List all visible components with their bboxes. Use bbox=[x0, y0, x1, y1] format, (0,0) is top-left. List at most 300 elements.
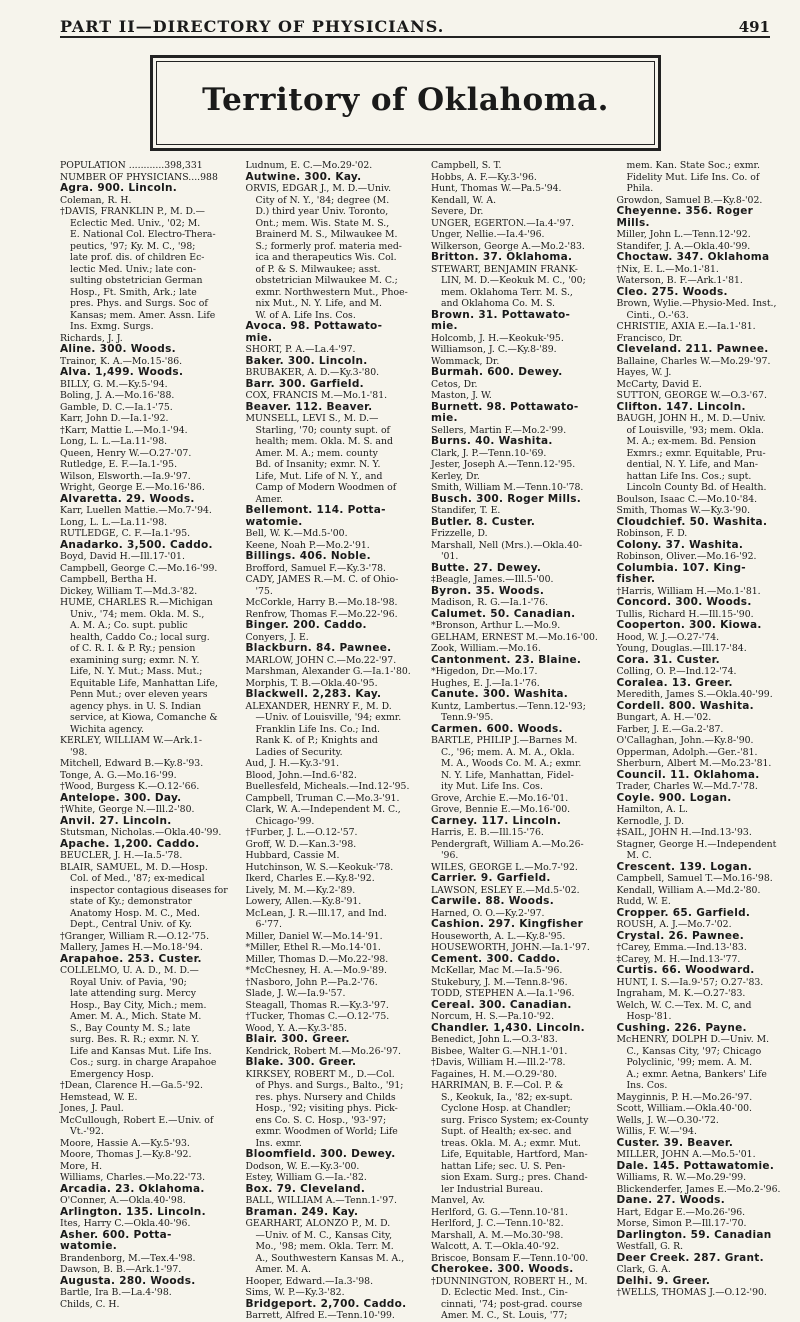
physician-entry: Kendall, W. A. bbox=[431, 194, 497, 206]
physician-entry: Standifer, T. E. bbox=[431, 505, 501, 516]
physician-entry: KERLEY, WILLIAM W.—Ark.1- bbox=[60, 735, 202, 746]
physician-entry: Williamson, J. C.—Ky.8-'89. bbox=[431, 344, 557, 355]
physician-entry: STEWART, BENJAMIN FRANK- bbox=[431, 263, 578, 275]
entry-continuation: mem. Kan. State Soc.; exmr. bbox=[626, 160, 760, 171]
physician-entry: CHRISTIE, AXIA E.—Ia.1-'81. bbox=[616, 321, 756, 332]
physician-entry: Childs, C. H. bbox=[60, 1298, 120, 1310]
physician-entry: BEUCLER, J. H.—Ia.5-'78. bbox=[60, 850, 183, 861]
entry-continuation: M. A., Woods Co. M. A.; exmr. bbox=[441, 758, 582, 769]
physician-entry: Stutsman, Nicholas.—Okla.40-'99. bbox=[60, 827, 222, 838]
physician-entry: Westfall, G. R. bbox=[616, 1241, 684, 1252]
physician-entry: *Miller, Ethel R.—Mo.14-'01. bbox=[245, 942, 381, 953]
physician-entry: Kernodle, J. D. bbox=[616, 815, 685, 827]
place-heading: Arlington. 135. Lincoln. bbox=[60, 1205, 206, 1218]
entry-continuation: Univ., '74; mem. Okla. M. S., bbox=[70, 608, 205, 620]
place-heading: Burnett. 98. Pottawato- bbox=[431, 400, 579, 413]
entry-continuation: mem. Oklahoma Terr. M. S., bbox=[441, 286, 573, 298]
entry-continuation: S., Bay County M. S.; late bbox=[70, 1022, 191, 1034]
directory-column-4 bbox=[617, 160, 791, 1322]
physician-entry: †Tucker, Thomas C.—O.12-'75. bbox=[245, 1011, 390, 1022]
place-heading: Beaver. 112. Beaver. bbox=[245, 400, 373, 413]
physician-entry: UNGER, EGERTON.—Ia.4-'97. bbox=[431, 217, 575, 229]
physician-entry: Hayes, W. J. bbox=[616, 367, 672, 378]
physician-entry: Dickey, William T.—Md.3-'82. bbox=[60, 585, 198, 597]
physician-entry: Miller, Daniel W.—Mo.14-'91. bbox=[245, 930, 383, 942]
physician-entry: †Harris, William H.—Mo.1-'81. bbox=[616, 585, 761, 597]
physician-entry: Fagaines, H. M.—O.29-'80. bbox=[431, 1068, 558, 1080]
physician-entry: Sims, W. P.—Ky.3-'82. bbox=[245, 1287, 345, 1298]
physician-entry: COX, FRANCIS M.—Mo.1-'81. bbox=[245, 390, 388, 401]
physician-entry: HUME, CHARLES R.—Michigan bbox=[60, 597, 213, 608]
physician-entry: Moore, Thomas J.—Ky.8-'92. bbox=[60, 1149, 192, 1160]
physician-entry: Hart, Edgar E.—Mo.26-'96. bbox=[616, 1206, 746, 1218]
physician-entry: Estey, William G.—Ia.-'82. bbox=[245, 1172, 367, 1183]
entry-continuation: peutics, '97; Ky. M. C., '98; bbox=[70, 240, 196, 252]
physician-entry: Gamble, D. C.—Ia.1-'75. bbox=[60, 401, 173, 413]
entry-continuation: A., Southwestern Kansas M. A., bbox=[255, 1252, 405, 1264]
physician-entry: †Karr, Mattie L.—Mo.1-'94. bbox=[60, 424, 188, 436]
place-heading: Crystal. 26. Pawnee. bbox=[616, 929, 744, 942]
physician-entry: Karr, John D.—Ia.1-'92. bbox=[60, 413, 169, 424]
physician-entry: Tonge, A. G.—Mo.16-'99. bbox=[60, 769, 177, 781]
entry-continuation: surg. Frisco System; ex-County bbox=[441, 1114, 589, 1126]
physician-entry: Sellers, Martin F.—Mo.2-'99. bbox=[431, 424, 567, 436]
place-heading: watomie. bbox=[245, 515, 303, 528]
physician-entry: McHENRY, DOLPH D.—Univ. M. bbox=[616, 1034, 770, 1045]
physician-entry: †Granger, William R.—O.12-'75. bbox=[60, 930, 210, 942]
place-heading: Cushing. 226. Payne. bbox=[616, 1021, 747, 1034]
entry-continuation: Exmrs.; exmr. Equitable, Pru- bbox=[626, 447, 766, 459]
physician-entry: Hutchinson, W. S.—Keokuk-'78. bbox=[245, 861, 394, 873]
physician-entry: HARRIMAN, B. F.—Col. P. & bbox=[431, 1080, 564, 1091]
place-heading: Anadarko. 3,500. Caddo. bbox=[60, 538, 213, 551]
place-heading: Blackwell. 2,283. Kay. bbox=[245, 688, 382, 700]
physician-entry: Marshman, Alexander G.—Ia.1-'80. bbox=[245, 666, 411, 677]
entry-continuation: Life, N. Y. Mut.; Mass. Mut.; bbox=[70, 666, 203, 677]
physician-entry: Zook, William.—Mo.16. bbox=[431, 643, 541, 654]
physician-entry: Grove, Archie E.—Mo.16-'01. bbox=[431, 792, 569, 804]
place-heading: Autwine. 300. Kay. bbox=[245, 170, 362, 183]
place-heading: Council. 11. Oklahoma. bbox=[616, 768, 760, 781]
entry-continuation: C., Kansas City, '97; Chicago bbox=[626, 1045, 762, 1057]
place-heading: Box. 79. Cleveland. bbox=[245, 1182, 366, 1195]
physician-entry: Maston, J. W. bbox=[431, 390, 492, 401]
entry-continuation: Cinti., O.-'63. bbox=[626, 309, 689, 321]
physician-entry: RUTLEDGE, C. F.—Ia.1-'95. bbox=[60, 528, 191, 539]
place-heading: Burmah. 600. Dewey. bbox=[431, 366, 563, 378]
place-heading: Dale. 145. Pottawatomie. bbox=[616, 1159, 775, 1172]
physician-entry: Lowery, Allen.—Ky.8-'91. bbox=[245, 896, 362, 907]
entry-continuation: health, Caddo Co.; local surg. bbox=[70, 631, 210, 643]
place-heading: watomie. bbox=[60, 1240, 118, 1252]
physician-entry: Morphis, T. B.—Okla.40-'95. bbox=[245, 677, 378, 689]
physician-entry: Rudd, W. E. bbox=[616, 896, 671, 907]
physician-entry: Manvel, Av. bbox=[431, 1195, 486, 1206]
physician-entry: Holcomb, J. H.—Keokuk-'95. bbox=[431, 332, 564, 344]
entry-continuation: Franklin Life Ins. Co.; Ind. bbox=[255, 723, 380, 735]
physician-entry: Houseworth, A. L.—Ky.8-'95. bbox=[431, 930, 566, 942]
place-heading: Cloudchief. 50. Washita. bbox=[616, 515, 768, 528]
entry-continuation: '75. bbox=[255, 585, 273, 597]
entry-continuation: Starling, '70; county supt. of bbox=[255, 424, 390, 436]
physician-entry: Unger, Nellie.—Ia.4-'96. bbox=[431, 229, 545, 240]
physician-entry: LAWSON, ESLEY E.—Md.5-'02. bbox=[431, 884, 580, 896]
physician-entry: *Bronson, Arthur L.—Mo.9. bbox=[431, 620, 561, 631]
physician-entry: Renfrow, Thomas F.—Mo.22-'96. bbox=[245, 608, 398, 620]
entry-continuation: hattan Life Ins. Cos.; supt. bbox=[626, 470, 752, 482]
physician-entry: Hood, W. J.—O.27-'74. bbox=[616, 631, 720, 643]
physician-entry: Standifer, J. A.—Okla.40-'99. bbox=[616, 240, 751, 252]
entry-continuation: '98. bbox=[70, 746, 88, 758]
physician-entry: Hemstead, W. E. bbox=[60, 1091, 138, 1103]
physician-entry: Cetos, Dr. bbox=[431, 378, 478, 390]
entry-continuation: Mo., '98; mem. Okla. Terr. M. bbox=[255, 1241, 394, 1252]
physician-entry: Blickenderfer, James E.—Mo.2-'96. bbox=[616, 1183, 781, 1195]
entry-continuation: City of N. Y., '84; degree (M. bbox=[255, 194, 390, 206]
physician-entry: Herlford, J. C.—Tenn.10-'82. bbox=[431, 1218, 564, 1229]
place-heading: Cora. 31. Custer. bbox=[616, 653, 720, 666]
place-heading: Carrier. 9. Garfield. bbox=[431, 872, 551, 884]
physician-entry: Dodson, W. E.—Ky.3-'00. bbox=[245, 1160, 360, 1172]
entry-continuation: hattan Life; sec. U. S. Pen- bbox=[441, 1160, 566, 1172]
place-heading: Butte. 27. Dewey. bbox=[431, 561, 542, 574]
physician-entry: HOUSEWORTH, JOHN.—Ia.1-'97. bbox=[431, 942, 590, 953]
physician-entry: Walcott, A. T.—Okla.40-'92. bbox=[431, 1241, 560, 1252]
physician-entry: Brown, Wylie.—Physio-Med. Inst., bbox=[616, 298, 777, 309]
physician-entry: Robinson, Oliver.—Mo.16-'92. bbox=[616, 551, 757, 562]
physician-entry: BAUGH, JOHN H., M. D.—Univ. bbox=[616, 413, 766, 424]
entry-continuation: Hosp-'81. bbox=[626, 1011, 672, 1022]
physician-entry: †DUNNINGTON, ROBERT H., M. bbox=[431, 1275, 588, 1287]
place-heading: Carmen. 600. Woods. bbox=[431, 722, 563, 735]
place-heading: Blake. 300. Greer. bbox=[245, 1056, 357, 1068]
physician-entry: McLean, J. R.—Ill.17, and Ind. bbox=[245, 907, 387, 919]
physician-entry: Marshall, A. M.—Mo.30-'98. bbox=[431, 1229, 564, 1241]
physician-entry: Mallery, James H.—Mo.18-'94. bbox=[60, 942, 203, 953]
physician-entry: McCullough, Robert E.—Univ. of bbox=[60, 1114, 214, 1126]
physician-entry: Dawson, B. B.—Ark.1-'97. bbox=[60, 1264, 182, 1275]
physician-entry: †White, George N.—Ill.2-'80. bbox=[60, 804, 195, 815]
physician-entry: McCorkle, Harry B.—Mo.18-'98. bbox=[245, 597, 398, 608]
place-heading: Busch. 300. Roger Mills. bbox=[431, 492, 582, 505]
entry-continuation: Life, Mut. Life of N. Y., and bbox=[255, 470, 383, 482]
entry-continuation: Vt.-'92. bbox=[70, 1126, 104, 1137]
entry-continuation: Tenn.9-'95. bbox=[441, 712, 494, 723]
physician-entry: Wells, J. W.—O.30-'72. bbox=[616, 1114, 719, 1126]
entry-continuation: A.; exmr. Aetna, Bankers' Life bbox=[626, 1068, 767, 1080]
entry-continuation: exmr. Woodmen of World; Life bbox=[255, 1126, 398, 1137]
physician-entry: SHORT, P. A.—La.4-'97. bbox=[245, 344, 356, 355]
place-heading: mie. bbox=[431, 412, 458, 424]
physician-entry: Benedict, John L.—O.3-'83. bbox=[431, 1034, 558, 1045]
physician-entry: Stukebury, J. M.—Tenn.8-'96. bbox=[431, 976, 568, 988]
physician-entry: Smith, William M.—Tenn.10-'78. bbox=[431, 482, 584, 493]
entry-continuation: inspector contagious diseases for bbox=[70, 884, 228, 896]
physician-entry: Kuntz, Lambertus.—Tenn.12-'93; bbox=[431, 700, 586, 712]
place-heading: Anvil. 27. Lincoln. bbox=[60, 814, 172, 827]
entry-continuation: Ont.; mem. Wis. State M. S., bbox=[255, 217, 390, 229]
physician-entry: Bisbee, Walter G.—NH.1-'01. bbox=[431, 1045, 568, 1057]
physician-entry: Campbell, Truman C.—Mo.3-'91. bbox=[245, 792, 400, 804]
physician-entry: ‡Carey, M. H.—Ind.13-'77. bbox=[616, 953, 741, 965]
physician-entry: Buellesfeld, Micheals.—Ind.12-'95. bbox=[245, 781, 410, 792]
physician-entry: Ikerd, Charles E.—Ky.8-'92. bbox=[245, 873, 375, 884]
entry-continuation: Anatomy Hosp. M. C., Med. bbox=[70, 907, 200, 919]
page-number: 491 bbox=[738, 18, 770, 36]
physician-entry: Morse, Simon P.—Ill.17-'70. bbox=[616, 1218, 747, 1229]
physician-entry: Keene, Noah P.—Mo.2-'91. bbox=[245, 539, 370, 551]
physician-entry: Farber, J. E.—Ga.2-'87. bbox=[616, 723, 724, 735]
place-heading: Aline. 300. Woods. bbox=[60, 343, 176, 355]
entry-continuation: surg. Bes. R. R.; exmr. N. Y. bbox=[70, 1034, 200, 1045]
place-heading: Chandler. 1,430. Lincoln. bbox=[431, 1021, 585, 1034]
entry-continuation: exmr. Northwestern Mut., Phoe- bbox=[255, 286, 408, 298]
entry-continuation: dential, N. Y. Life, and Man- bbox=[626, 459, 759, 470]
physician-entry: O'Conner, A.—Okla.40-'98. bbox=[60, 1195, 186, 1206]
place-heading: Concord. 300. Woods. bbox=[616, 596, 752, 608]
physician-entry: Robinson, F. D. bbox=[616, 528, 688, 539]
physician-entry: Francisco, Dr. bbox=[616, 332, 683, 344]
physician-entry: BLAIR, SAMUEL, M. D.—Hosp. bbox=[60, 861, 208, 873]
entry-continuation: Fidelity Mut. Life Ins. Co. of bbox=[626, 171, 760, 183]
physician-entry: McKellar, Mac M.—Ia.5-'96. bbox=[431, 965, 563, 976]
physician-entry: Hunt, Thomas W.—Pa.5-'94. bbox=[431, 183, 562, 194]
physician-entry: Stagner, George H.—Independent bbox=[616, 838, 777, 850]
place-heading: Custer. 39. Beaver. bbox=[616, 1136, 734, 1149]
entry-continuation: D.) third year Univ. Toronto, bbox=[255, 206, 389, 217]
physician-entry: †Nix, E. L.—Mo.1-'81. bbox=[616, 263, 719, 275]
physician-entry: BALL, WILLIAM A.—Tenn.1-'97. bbox=[245, 1195, 398, 1206]
physician-entry: *McChesney, H. A.—Mo.9-'89. bbox=[245, 965, 387, 976]
place-heading: Cherokee. 300. Woods. bbox=[431, 1263, 574, 1275]
physician-entry: Clark, J. P.—Tenn.10-'69. bbox=[431, 447, 547, 459]
physician-entry: Harris, E. B.—Ill.15-'76. bbox=[431, 827, 544, 838]
physician-entry: Blood, John.—Ind.6-'82. bbox=[245, 769, 357, 781]
physician-entry: Bungart, A. H.—'02. bbox=[616, 712, 712, 723]
physician-entry: Pendergraft, William A.—Mo.26- bbox=[431, 838, 584, 850]
physician-entry: Smith, Thomas W.—Ky.3-'90. bbox=[616, 505, 751, 516]
place-heading: Cheyenne. 356. Roger bbox=[616, 205, 754, 217]
physician-entry: Severe, Dr. bbox=[431, 206, 484, 217]
entry-continuation: sulting obstetrician German bbox=[70, 275, 203, 286]
physician-entry: Clark, W. A.—Independent M. C., bbox=[245, 804, 401, 815]
physician-entry: BRUBAKER, A. D.—Ky.3-'80. bbox=[245, 367, 380, 378]
place-heading: Coralea. 13. Greer. bbox=[616, 676, 733, 689]
entry-continuation: Hosp., '92; visiting phys. Pick- bbox=[255, 1103, 398, 1114]
entry-continuation: of C. R. I. & P. Ry.; pension bbox=[70, 643, 196, 654]
physician-entry: POPULATION ............398,331 bbox=[60, 160, 203, 171]
physician-entry: Brandenborg, M.—Tex.4-'98. bbox=[60, 1252, 196, 1264]
place-heading: Cooperton. 300. Kiowa. bbox=[616, 619, 762, 631]
physician-entry: TODD, STEPHEN A.—Ia.1-'96. bbox=[431, 988, 575, 999]
entry-continuation: examining surg; exmr. N. Y. bbox=[70, 654, 200, 666]
entry-continuation: cinnati, '74; post-grad. course bbox=[441, 1298, 583, 1310]
place-heading: Butler. 8. Custer. bbox=[431, 515, 536, 528]
entry-continuation: ica and therapeutics Wis. Col. bbox=[255, 252, 397, 263]
physician-entry: Ballaine, Charles W.—Mo.29-'97. bbox=[616, 355, 771, 367]
entry-continuation: ler Industrial Bureau. bbox=[441, 1183, 544, 1195]
place-heading: Byron. 35. Woods. bbox=[431, 584, 545, 597]
entry-continuation: obstetrician Milwaukee M. C.; bbox=[255, 275, 398, 286]
place-heading: Asher. 600. Potta- bbox=[60, 1228, 172, 1241]
place-heading: Burns. 40. Washita. bbox=[431, 435, 553, 447]
physician-entry: O'Callaghan, John.—Ky.8-'90. bbox=[616, 735, 754, 746]
entry-continuation: Ins. exmr. bbox=[255, 1137, 302, 1149]
physician-entry: Wood, Y. A.—Ky.3-'85. bbox=[245, 1022, 348, 1034]
physician-entry: †WELLS, THOMAS J.—O.12-'90. bbox=[616, 1287, 767, 1298]
entry-continuation: Wichita agency. bbox=[70, 723, 144, 735]
physician-entry: Wommack, Dr. bbox=[431, 355, 500, 367]
physician-entry: Hobbs, A. F.—Ky.3-'96. bbox=[431, 171, 537, 183]
entry-continuation: Brainerd M. S., Milwaukee M. bbox=[255, 229, 398, 240]
physician-entry: †Furber, J. L.—O.12-'57. bbox=[245, 827, 358, 838]
physician-entry: Moore, Hassie A.—Ky.5-'93. bbox=[60, 1137, 190, 1149]
physician-entry: ALEXANDER, HENRY F., M. D. bbox=[245, 700, 392, 712]
entry-continuation: D. Eclectic Med. Inst., Cin- bbox=[441, 1287, 568, 1298]
physician-entry: BILLY, G. M.—Ky.5-'94. bbox=[60, 378, 168, 390]
physician-entry: Young, Douglas.—Ill.17-'84. bbox=[616, 643, 747, 654]
entry-continuation: Hosp., Bay City, Mich.; mem. bbox=[70, 999, 207, 1011]
physician-entry: Steagall, Thomas R.—Ky.3-'97. bbox=[245, 999, 389, 1011]
physician-entry: Trader, Charles W.—Md.7-'78. bbox=[616, 781, 758, 792]
physician-entry: Jester, Joseph A.—Tenn.12-'95. bbox=[431, 459, 576, 470]
entry-continuation: of Louisville, '93; mem. Okla. bbox=[626, 424, 764, 436]
physician-entry: Opperman, Adolph.—Ger.-'81. bbox=[616, 746, 758, 758]
physician-entry: Kendall, William A.—Md.2-'80. bbox=[616, 884, 761, 896]
place-heading: Braman. 249. Kay. bbox=[245, 1205, 359, 1218]
entry-continuation: Ladies of Security. bbox=[255, 746, 343, 758]
place-heading: Darlington. 59. Canadian bbox=[616, 1228, 772, 1241]
physician-entry: Brofford, Samuel F.—Ky.3-'78. bbox=[245, 562, 387, 574]
entry-continuation: Amer. bbox=[255, 493, 283, 505]
entry-continuation: '01. bbox=[441, 551, 459, 562]
physician-entry: Wright, George E.—Mo.16-'86. bbox=[60, 482, 205, 493]
physician-entry: Willis, F. W.—'94. bbox=[616, 1126, 697, 1137]
place-heading: Coyle. 900. Logan. bbox=[616, 791, 732, 804]
place-heading: Carwile. 88. Woods. bbox=[431, 895, 554, 907]
physician-entry: Lively, M. M.—Ky.2-'89. bbox=[245, 884, 356, 896]
physician-entry: MILLER, JOHN A.—Mo.5-'01. bbox=[616, 1149, 756, 1160]
entry-continuation: Lincoln County Bd. of Health. bbox=[626, 482, 767, 493]
entry-continuation: and Oklahoma Co. M. S. bbox=[441, 298, 555, 309]
place-heading: Cropper. 65. Garfield. bbox=[616, 906, 751, 919]
place-heading: Augusta. 280. Woods. bbox=[60, 1274, 196, 1287]
entry-continuation: LIN, M. D.—Keokuk M. C., '00; bbox=[441, 275, 586, 286]
entry-continuation: ity Mut. Life Ins. Cos. bbox=[441, 781, 543, 792]
place-heading: Barr. 300. Garfield. bbox=[245, 377, 364, 390]
directory-column-1 bbox=[60, 160, 234, 1322]
place-heading: Alvaretta. 29. Woods. bbox=[60, 492, 195, 505]
physician-entry: Barrett, Alfred E.—Tenn.10-'99. bbox=[245, 1310, 395, 1321]
entry-continuation: Penn Mut.; over eleven years bbox=[70, 689, 208, 700]
place-heading: Bloomfield. 300. Dewey. bbox=[245, 1148, 396, 1160]
entry-continuation: Supt. of Health; ex-sec. and bbox=[441, 1126, 572, 1137]
physician-entry: Long, L. L.—La.11-'98. bbox=[60, 436, 168, 447]
physician-entry: Campbell, Bertha H. bbox=[60, 574, 157, 585]
place-heading: Blackburn. 84. Pawnee. bbox=[245, 642, 392, 654]
running-title: PART II—DIRECTORY OF PHYSICIANS. bbox=[60, 17, 445, 36]
physician-entry: Miller, Thomas D.—Mo.22-'98. bbox=[245, 953, 389, 965]
entry-continuation: '96. bbox=[441, 850, 459, 861]
physician-entry: Karr, Luellen Mattie.—Mo.7-'94. bbox=[60, 505, 212, 516]
entry-continuation: Ins. Cos. bbox=[626, 1080, 668, 1091]
entry-continuation: Amer. M. C., St. Louis, '77; bbox=[441, 1310, 568, 1321]
place-heading: Apache. 1,200. Caddo. bbox=[60, 837, 200, 850]
entry-continuation: Rank K. of P.; Knights and bbox=[255, 735, 378, 746]
physician-entry: Ludnum, E. C.—Mo.29-'02. bbox=[245, 160, 373, 171]
place-heading: Avoca. 98. Pottawato- bbox=[245, 320, 383, 332]
directory-columns bbox=[60, 160, 790, 1321]
physician-entry: Welch, W. C.—Tex. M. C, and bbox=[616, 999, 752, 1011]
place-heading: Choctaw. 347. Oklahoma bbox=[616, 251, 770, 263]
place-heading: Columbia. 107. King- bbox=[616, 561, 746, 574]
place-heading: Cashion. 297. Kingfisher bbox=[431, 918, 584, 930]
place-heading: Brown. 31. Pottawato- bbox=[431, 308, 571, 321]
entry-continuation: Life and Kansas Mut. Life Ins. bbox=[70, 1045, 212, 1057]
place-heading: Crescent. 139. Logan. bbox=[616, 860, 753, 873]
entry-continuation: Royal Univ. of Pavia, '90; bbox=[70, 976, 187, 988]
physician-entry: COLLELMO, U. A. D., M. D.— bbox=[60, 965, 199, 976]
entry-continuation: Equitable Life, Manhattan Life, bbox=[70, 677, 218, 689]
physician-entry: Campbell, S. T. bbox=[431, 160, 502, 171]
physician-entry: Tullis, Richard H.—Ill.15-'90. bbox=[616, 608, 754, 620]
place-heading: Calumet. 50. Canadian. bbox=[431, 607, 576, 620]
physician-entry: Trainor, K. A.—Mo.15-'86. bbox=[60, 355, 183, 367]
physician-entry: Frizzelle, D. bbox=[431, 528, 488, 539]
physician-entry: Harned, O. O.—Ky.2-'97. bbox=[431, 907, 545, 919]
place-heading: Clifton. 147. Lincoln. bbox=[616, 400, 746, 413]
physician-entry: Bell, W. K.—Md.5-'00. bbox=[245, 528, 348, 539]
entry-continuation: M. A.; ex-mem. Bd. Pension bbox=[626, 436, 756, 447]
entry-continuation: lectic Med. Univ.; late con- bbox=[70, 263, 197, 275]
section-title: Territory of Oklahoma. bbox=[202, 82, 609, 118]
physician-entry: †Dean, Clarence H.—Ga.5-'92. bbox=[60, 1080, 203, 1091]
physician-entry: †DAVIS, FRANKLIN P., M. D.— bbox=[60, 206, 205, 217]
physician-entry: ‡Beagle, James.—Ill.5-'00. bbox=[431, 574, 554, 585]
place-heading: Agra. 900. Lincoln. bbox=[60, 182, 178, 194]
entry-continuation: sion Exam. Surg.; pres. Chand- bbox=[441, 1172, 588, 1183]
physician-entry: MUNSELL, LEVI S., M. D.— bbox=[245, 413, 379, 424]
physician-entry: Boyd, David H.—Ill.17-'01. bbox=[60, 551, 185, 562]
physician-entry: Boulson, Isaac C.—Mo.10-'84. bbox=[616, 493, 758, 505]
physician-entry: Long, L. L.—La.11-'98. bbox=[60, 516, 168, 528]
entry-continuation: of Phys. and Surgs., Balto., '91; bbox=[255, 1080, 404, 1091]
physician-entry: Hubbard, Cassie M. bbox=[245, 850, 340, 861]
place-heading: Colony. 37. Washita. bbox=[616, 538, 744, 551]
entry-continuation: ens Co. S. C. Hosp., '93-'97; bbox=[255, 1114, 387, 1126]
place-heading: Mills. bbox=[616, 216, 650, 229]
physician-entry: Madison, R. G.—Ia.1-'76. bbox=[431, 597, 549, 608]
physician-entry: NUMBER OF PHYSICIANS....988 bbox=[60, 171, 218, 183]
physician-entry: Sherburn, Albert M.—Mo.23-'81. bbox=[616, 758, 772, 769]
directory-column-3 bbox=[431, 160, 605, 1322]
physician-entry: Coleman, R. H. bbox=[60, 194, 132, 206]
entry-continuation: Amer. M. A.; mem. county bbox=[255, 447, 378, 459]
physician-entry: HUNT, I. S.—Ia.9-'57; O.27-'83. bbox=[616, 976, 764, 988]
physician-entry: SUTTON, GEORGE W.—O.3-'67. bbox=[616, 390, 767, 401]
physician-entry: Hughes, E. J.—Ia.1-'76. bbox=[431, 677, 540, 689]
physician-entry: Hooper, Edward.—Ia.3-'98. bbox=[245, 1275, 374, 1287]
physician-entry: Mayginnis, P. H.—Mo.26-'97. bbox=[616, 1091, 753, 1103]
place-heading: Antelope. 300. Day. bbox=[60, 791, 182, 804]
place-heading: Baker. 300. Lincoln. bbox=[245, 354, 368, 367]
entry-continuation: pres. Phys. and Surgs. Soc of bbox=[70, 298, 208, 309]
physician-entry: KIRKSEY, ROBERT M., D.—Col. bbox=[245, 1068, 395, 1080]
entry-continuation: Chicago-'99. bbox=[255, 815, 315, 827]
physician-entry: BARTLE, PHILIP J.—Barnes M. bbox=[431, 735, 578, 746]
entry-continuation: Ins. Exmg. Surgs. bbox=[70, 321, 154, 332]
physician-entry: Conyers, J. E. bbox=[245, 631, 309, 643]
